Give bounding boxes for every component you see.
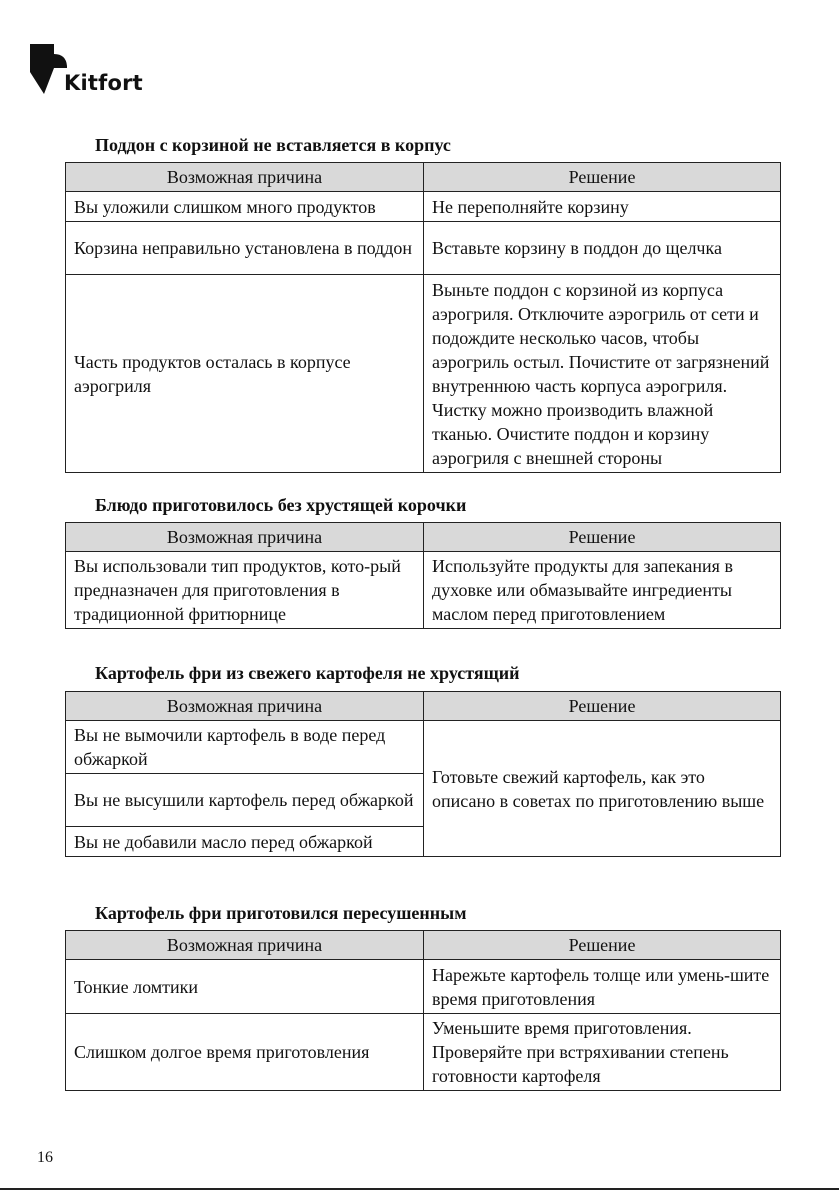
solution-cell: Нарежьте картофель толще или умень-шите время приготовления [424, 960, 781, 1014]
cause-header: Возможная причина [66, 523, 424, 552]
solution-cell: Вставьте корзину в поддон до щелчка [424, 222, 781, 275]
table-row [66, 222, 781, 275]
cause-cell: Вы использовали тип продуктов, кото-рый предназначен для приготовления в традиционной фритюрнице [66, 552, 424, 629]
cause-header: Возможная причина [66, 163, 424, 192]
cause-cell: Вы не добавили масло перед обжаркой [66, 827, 424, 857]
table-header-row [66, 523, 781, 552]
table-row [66, 960, 781, 1014]
solution-cell: Уменьшите время приготовления. Проверяйте при встряхивании степень готовности картофеля [424, 1014, 781, 1091]
troubleshooting-table [65, 691, 781, 857]
cause-cell: Вы не вымочили картофель в воде перед обжаркой [66, 721, 424, 774]
cause-header: Возможная причина [66, 931, 424, 960]
solution-header: Решение [424, 163, 781, 192]
troubleshooting-table [65, 162, 781, 473]
solution-header: Решение [424, 692, 781, 721]
table-row [66, 275, 781, 473]
solution-cell: Используйте продукты для запекания в духовке или обмазывайте ингредиенты маслом перед приготовлением [424, 552, 781, 629]
cause-cell: Корзина неправильно установлена в поддон [66, 222, 424, 275]
cause-cell: Тонкие ломтики [66, 960, 424, 1014]
page-bottom-rule [0, 1188, 839, 1190]
solution-cell: Не переполняйте корзину [424, 192, 781, 222]
section-title: Картофель фри из свежего картофеля не хрустящий [95, 663, 520, 683]
section-title: Поддон с корзиной не вставляется в корпус [95, 135, 451, 155]
solution-cell: Готовьте свежий картофель, как это описано в советах по приготовлению выше [424, 721, 781, 857]
cause-cell: Слишком долгое время приготовления [66, 1014, 424, 1091]
brand-name: Kitfort [64, 71, 143, 95]
table-header-row [66, 931, 781, 960]
table-row [66, 192, 781, 222]
cause-header: Возможная причина [66, 692, 424, 721]
page-number: 16 [37, 1149, 53, 1166]
table-row [66, 721, 781, 774]
troubleshooting-table [65, 522, 781, 629]
solution-cell: Выньте поддон с корзиной из корпуса аэрогриля. Отключите аэрогриль от сети и подождите несколько часов, чтобы аэрогриль остыл. Почистите от загрязнений внутреннюю часть корпуса аэрогриля. Чистку можно производить влажной тканью. Очистите поддон и корзину аэрогриля с внешней стороны [424, 275, 781, 473]
section-title: Картофель фри приготовился пересушенным [95, 903, 467, 923]
table-row [66, 1014, 781, 1091]
cause-cell: Часть продуктов осталась в корпусе аэрогриля [66, 275, 424, 473]
table-header-row [66, 163, 781, 192]
cause-cell: Вы уложили слишком много продуктов [66, 192, 424, 222]
solution-header: Решение [424, 931, 781, 960]
troubleshooting-table [65, 930, 781, 1091]
solution-header: Решение [424, 523, 781, 552]
cause-cell: Вы не высушили картофель перед обжаркой [66, 774, 424, 827]
table-row [66, 552, 781, 629]
table-header-row [66, 692, 781, 721]
section-title: Блюдо приготовилось без хрустящей корочки [95, 495, 467, 515]
